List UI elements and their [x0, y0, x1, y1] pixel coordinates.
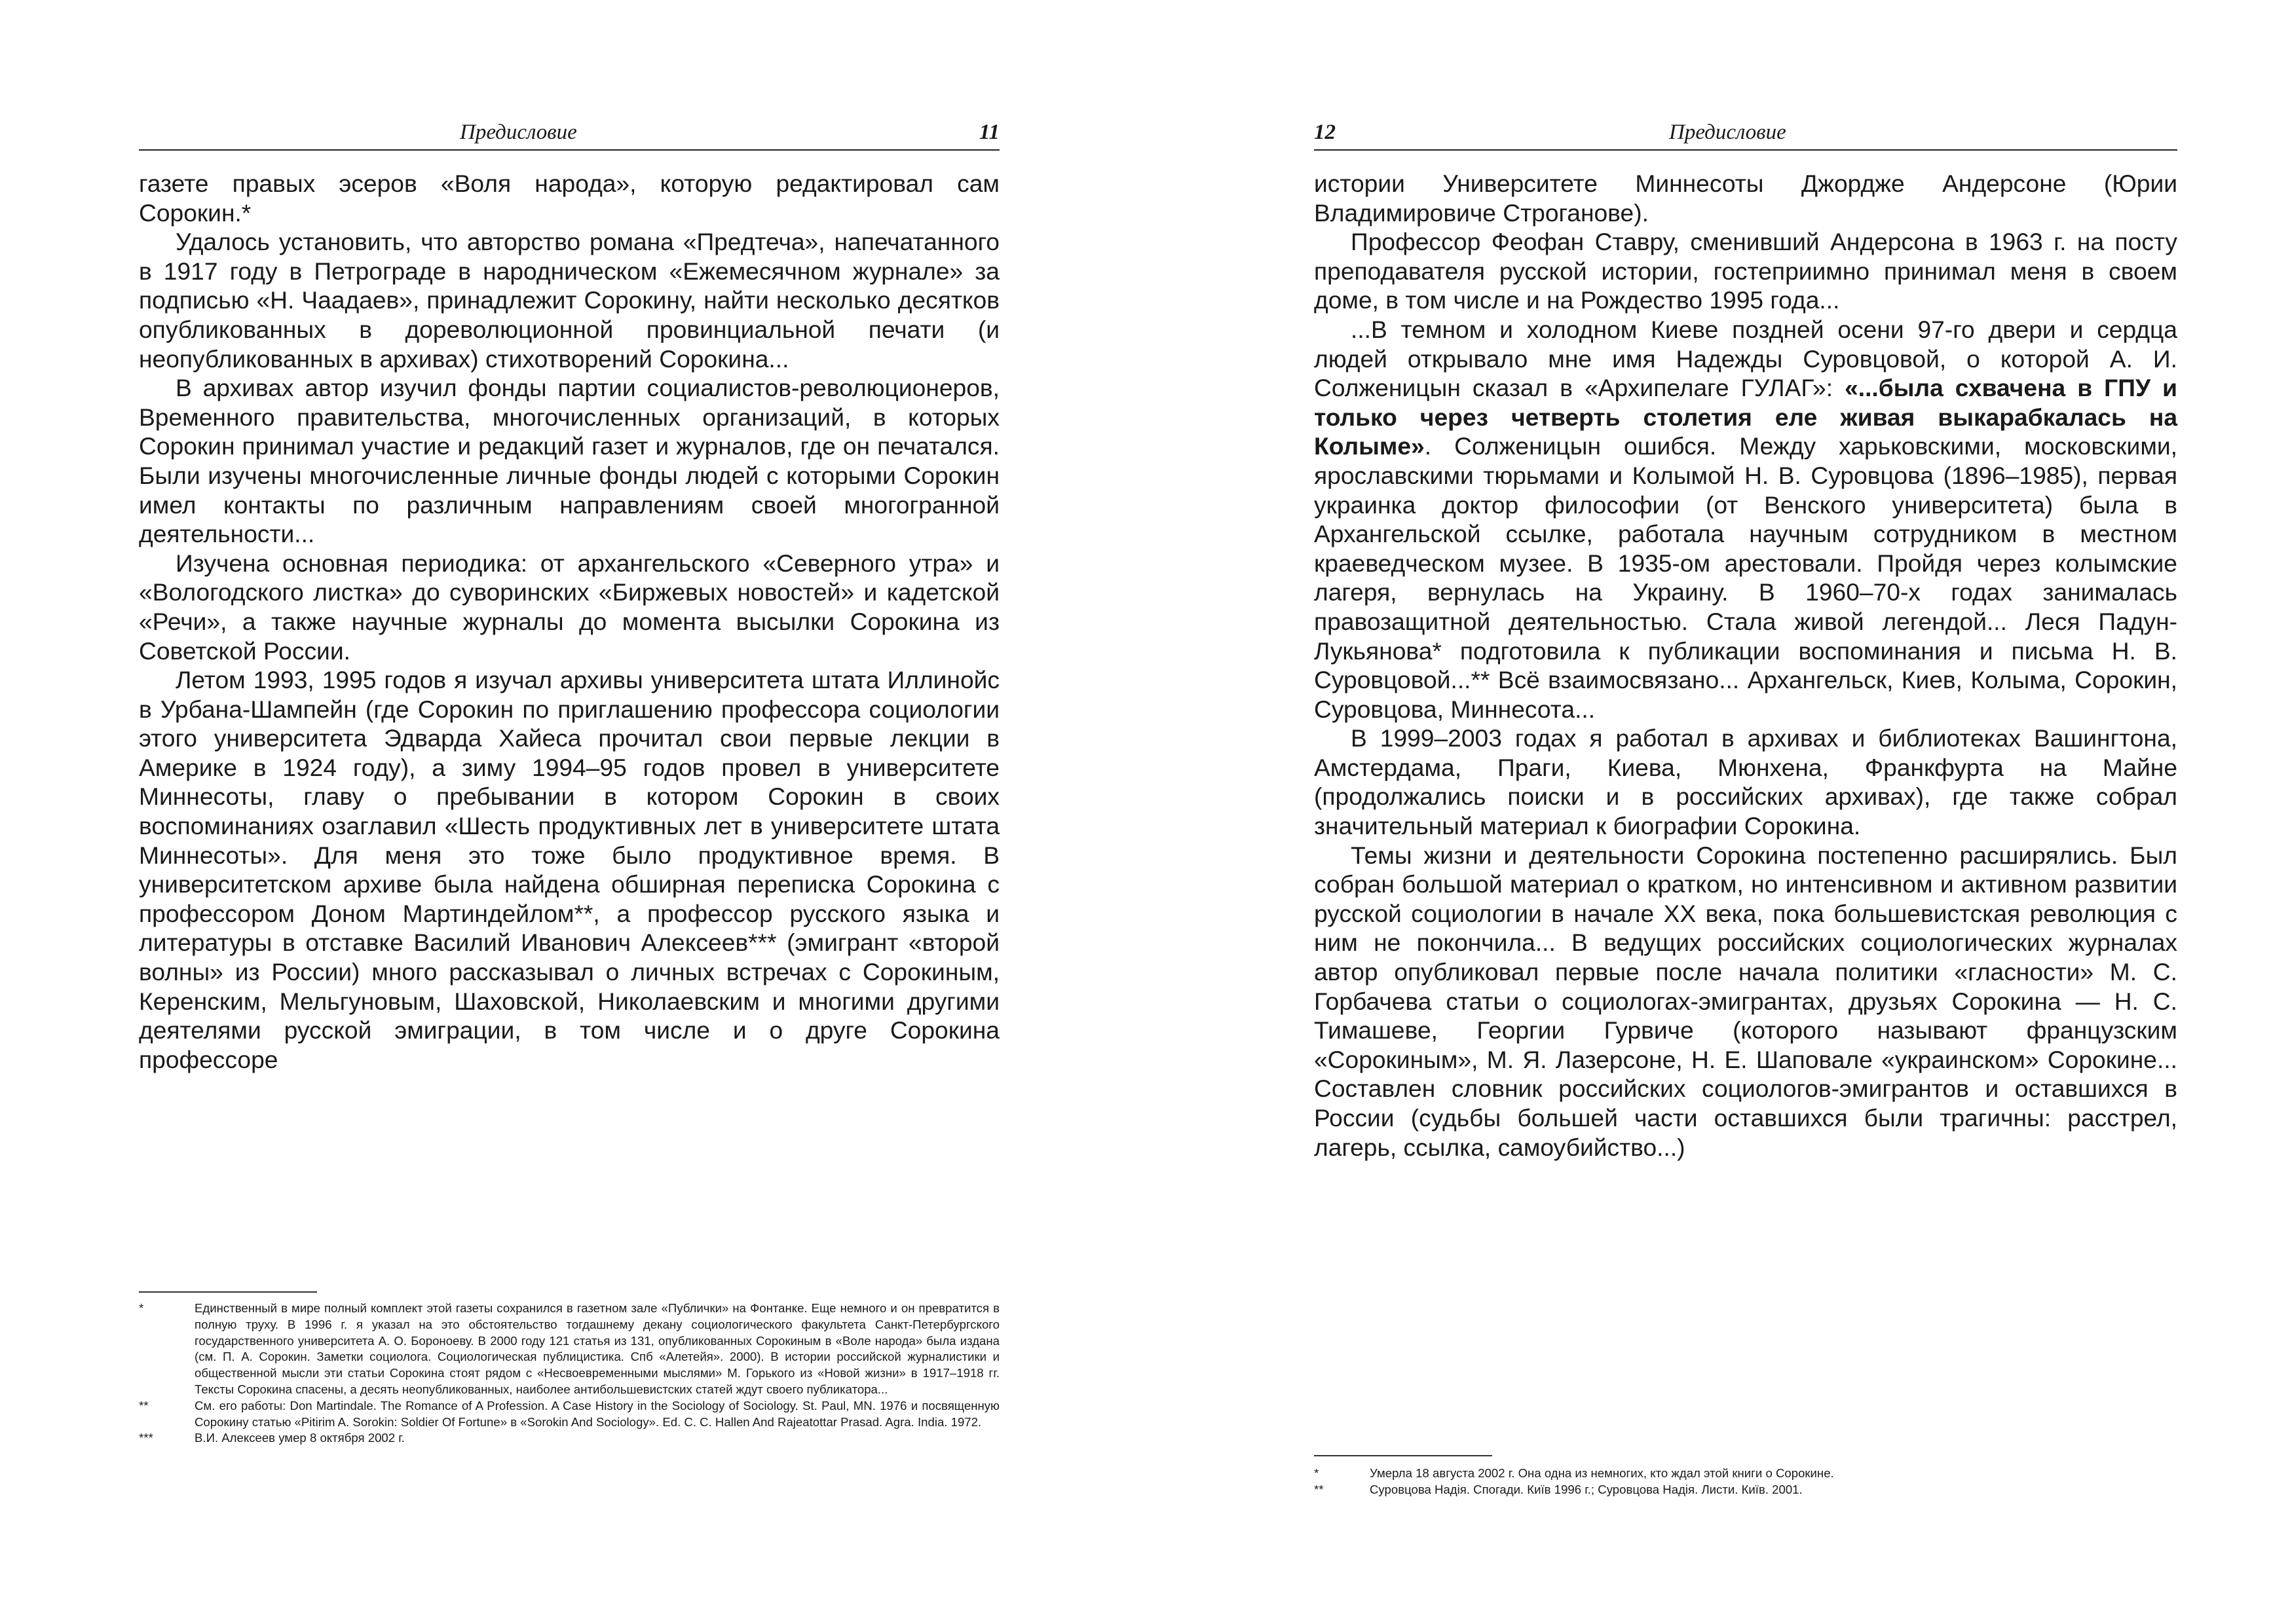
footnote-text: В.И. Алексеев умер 8 октября 2002 г.: [195, 1431, 405, 1445]
paragraph: В архивах автор изучил фонды партии социалистов-революционеров, Временного правительства, многочисленных организаций, в которых Сорокин принимал участие и редакций газет и журналов, где он печатался. Были изучены многочисленные личные фонды людей с которыми Сорокин имел контакты по различным направлениям своей многогранной деятельности...: [139, 374, 1000, 548]
footnote-mark: **: [1314, 1482, 1324, 1496]
footnote: [1314, 1482, 2177, 1498]
paragraph: [1314, 315, 2177, 724]
footnote: [139, 1430, 1000, 1447]
text-run: истории Университете Миннесоты Джордже Андерсоне (Юрии Владимировиче Строганове).: [1314, 170, 2177, 227]
paragraph: газете правых эсеров «Воля народа», которую редактировал сам Сорокин.*: [139, 170, 1000, 227]
paragraph: [1314, 841, 2177, 1162]
text-run: Темы жизни и деятельности Сорокина постепенно расширялись. Был собран большой материал о кратком, но интенсивном и активном развитии русской социологии в начале XX века, пока большевистская революция с ним не покончила... В ведущих российских социологических журналах автор опубликовал первые после начала политики «гласности» М. С. Горбачева статьи о социологах-эмигрантах, друзьях Сорокина — Н. С. Тимашеве, Георгии Гурвиче (которого называют французским «Сорокиным», М. Я. Лазерсоне, Н. Е. Шаповале «украинском» Сорокине... Составлен словник российских социологов-эмигрантов и оставшихся в России (судьбы большей части оставшихся были трагичны: расстрел, лагерь, ссылка, самоубийство...): [1314, 841, 2177, 1161]
text-run: Профессор Феофан Ставру, сменивший Андерсона в 1963 г. на посту преподавателя русской истории, гостеприимно принимал меня в своем доме, в том числе и на Рождество 1995 года...: [1314, 228, 2177, 314]
paragraph: [1314, 169, 2177, 227]
page-number: 11: [979, 120, 1000, 144]
paragraph: [1314, 227, 2177, 315]
bold-quote: «...была схвачена в ГПУ и только через четверть столетия еле живая выкарабкалась на Колыме»: [1314, 374, 2177, 460]
footnote: [1314, 1466, 2177, 1482]
paragraph: Летом 1993, 1995 годов я изучал архивы университета штата Иллинойс в Урбана-Шампейн (где Сорокин по приглашению профессора социологии этого университета Эдварда Хайеса прочитал свои первые лекции в Америке в 1924 году), а зиму 1994–95 годов провел в университете Миннесоты, главу о пребывании в котором Сорокин в своих воспоминаниях озаглавил «Шесть продуктивных лет в университете штата Миннесоты». Для меня это тоже было продуктивное время. В университетском архиве была найдена обширная переписка Сорокина с профессором Доном Мартиндейлом**, а профессор русского языка и литературы в отставке Василий Иванович Алексеев*** (эмигрант «второй волны» из России) много рассказывал о личных встречах с Сорокиным, Керенским, Мельгуновым, Шаховской, Николаевским и многими другими деятелями русской эмиграции, в том числе и о друге Сорокина профессоре: [139, 666, 1000, 1073]
running-head-title: Предисловие: [1669, 120, 1786, 144]
body-text: [1314, 169, 2177, 1162]
text-run: ...В темном и холодном Киеве поздней осени 97-го двери и сердца людей открывало мне имя Надежды Суровцовой, о которой А. И. Солженицын сказал в «Архипелаге ГУЛАГ»:: [1314, 315, 2177, 402]
text-run: . Солженицын ошибся. Между харьковскими, московскими, ярославскими тюрьмами и Колымой Н. В. Суровцова (1896–1985), первая украинка доктор философии (от Венского университета) была в Архангельской ссылке, работала научным сотрудником в местном краеведческом музее. В 1935-ом арестовали. Пройдя через колымские лагеря, вернулась на Украину. В 1960–70-х годах занималась правозащитной деятельностью. Стала живой легендой... Леся Падун-Лукьянова* подготовила к публикации воспоминания и письма Н. В. Суровцовой...** Всё взаимосвязано... Архангельск, Киев, Колыма, Сорокин, Суровцова, Миннесота...: [1314, 432, 2177, 723]
running-head: [139, 115, 1000, 151]
body-text: [139, 169, 1000, 1074]
footnote-mark: *: [1314, 1466, 1319, 1480]
footnotes: [139, 1301, 1000, 1447]
footnote-text: Единственный в мире полный комплект этой газеты сохранился в газетном зале «Публички» на Фонтанке. Еще немного и он превратится в полную труху. В 1996 г. я указал на это обстоятельство тогдашнему декану социологического факультета Санкт-Петербургского государственного университета А. О. Бороноеву. В 2000 году 121 статья из 131, опубликованных Сорокиным в «Воле народа» была издана (см. П. А. Сорокин. Заметки социолога. Социологическая публицистика. Спб «Алетейя». 2000). В истории российской журналистики и общественной мысли эти статьи Сорокина стоят рядом с «Несвоевременными мыслями» М. Горького из «Новой жизни» в 1917–1918 гг. Тексты Сорокина спасены, а десять неопубликованных, наиболее антибольшевистских статей ждут своего публикатора...: [195, 1301, 1000, 1396]
footnote-mark: ***: [139, 1431, 153, 1445]
paragraph: Изучена основная периодика: от архангельского «Северного утра» и «Вологодского листка» до суворинских «Биржевых новостей» и кадетской «Речи», а также научные журналы до момента высылки Сорокина из Советской России.: [139, 549, 1000, 665]
footnote-text: Суровцова Надія. Спогади. Київ 1996 г.; Суровцова Надія. Листи. Київ. 2001.: [1370, 1482, 1803, 1496]
paragraph: Удалось установить, что авторство романа «Предтеча», напечатанного в 1917 году в Петрограде в народническом «Ежемесячном журнале» за подписью «Н. Чаадаев», принадлежит Сорокину, найти несколько десятков опубликованных в дореволюционной провинциальной печати (и неопубликованных в архивах) стихотворений Сорокина...: [139, 228, 1000, 373]
right-page: [1145, 0, 2290, 1624]
footnote-mark: **: [139, 1398, 149, 1412]
page-number: 12: [1314, 120, 1336, 144]
footnote-divider: [1314, 1455, 1492, 1456]
footnote: [139, 1398, 1000, 1431]
footnote: [139, 1301, 1000, 1398]
footnote-text: Умерла 18 августа 2002 г. Она одна из немногих, кто ждал этой книги о Сорокине.: [1370, 1466, 1834, 1480]
footnote-divider: [139, 1291, 317, 1293]
footnote-mark: *: [139, 1301, 144, 1315]
footnotes: [1314, 1466, 2177, 1498]
running-head: [1314, 115, 2177, 151]
paragraph: [1314, 724, 2177, 840]
running-head-title: Предисловие: [460, 120, 577, 144]
text-run: В 1999–2003 годах я работал в архивах и библиотеках Вашингтона, Амстердама, Праги, Киева, Мюнхена, Франкфурта на Майне (продолжались поиски и в российских архивах), где также собрал значительный материал к биографии Сорокина.: [1314, 724, 2177, 840]
footnote-text: См. его работы: Don Martindale. The Romance of A Profession. A Case History in the Sociology of Sociology. St. Paul, MN. 1976 и посвященную Сорокину статью «Pitirim A. Sorokin: Soldier Of Fortune» в «Sorokin And Sociology». Ed. C. C. Hallen And Rajeatottar Prasad. Agra. India. 1972.: [195, 1398, 1000, 1429]
